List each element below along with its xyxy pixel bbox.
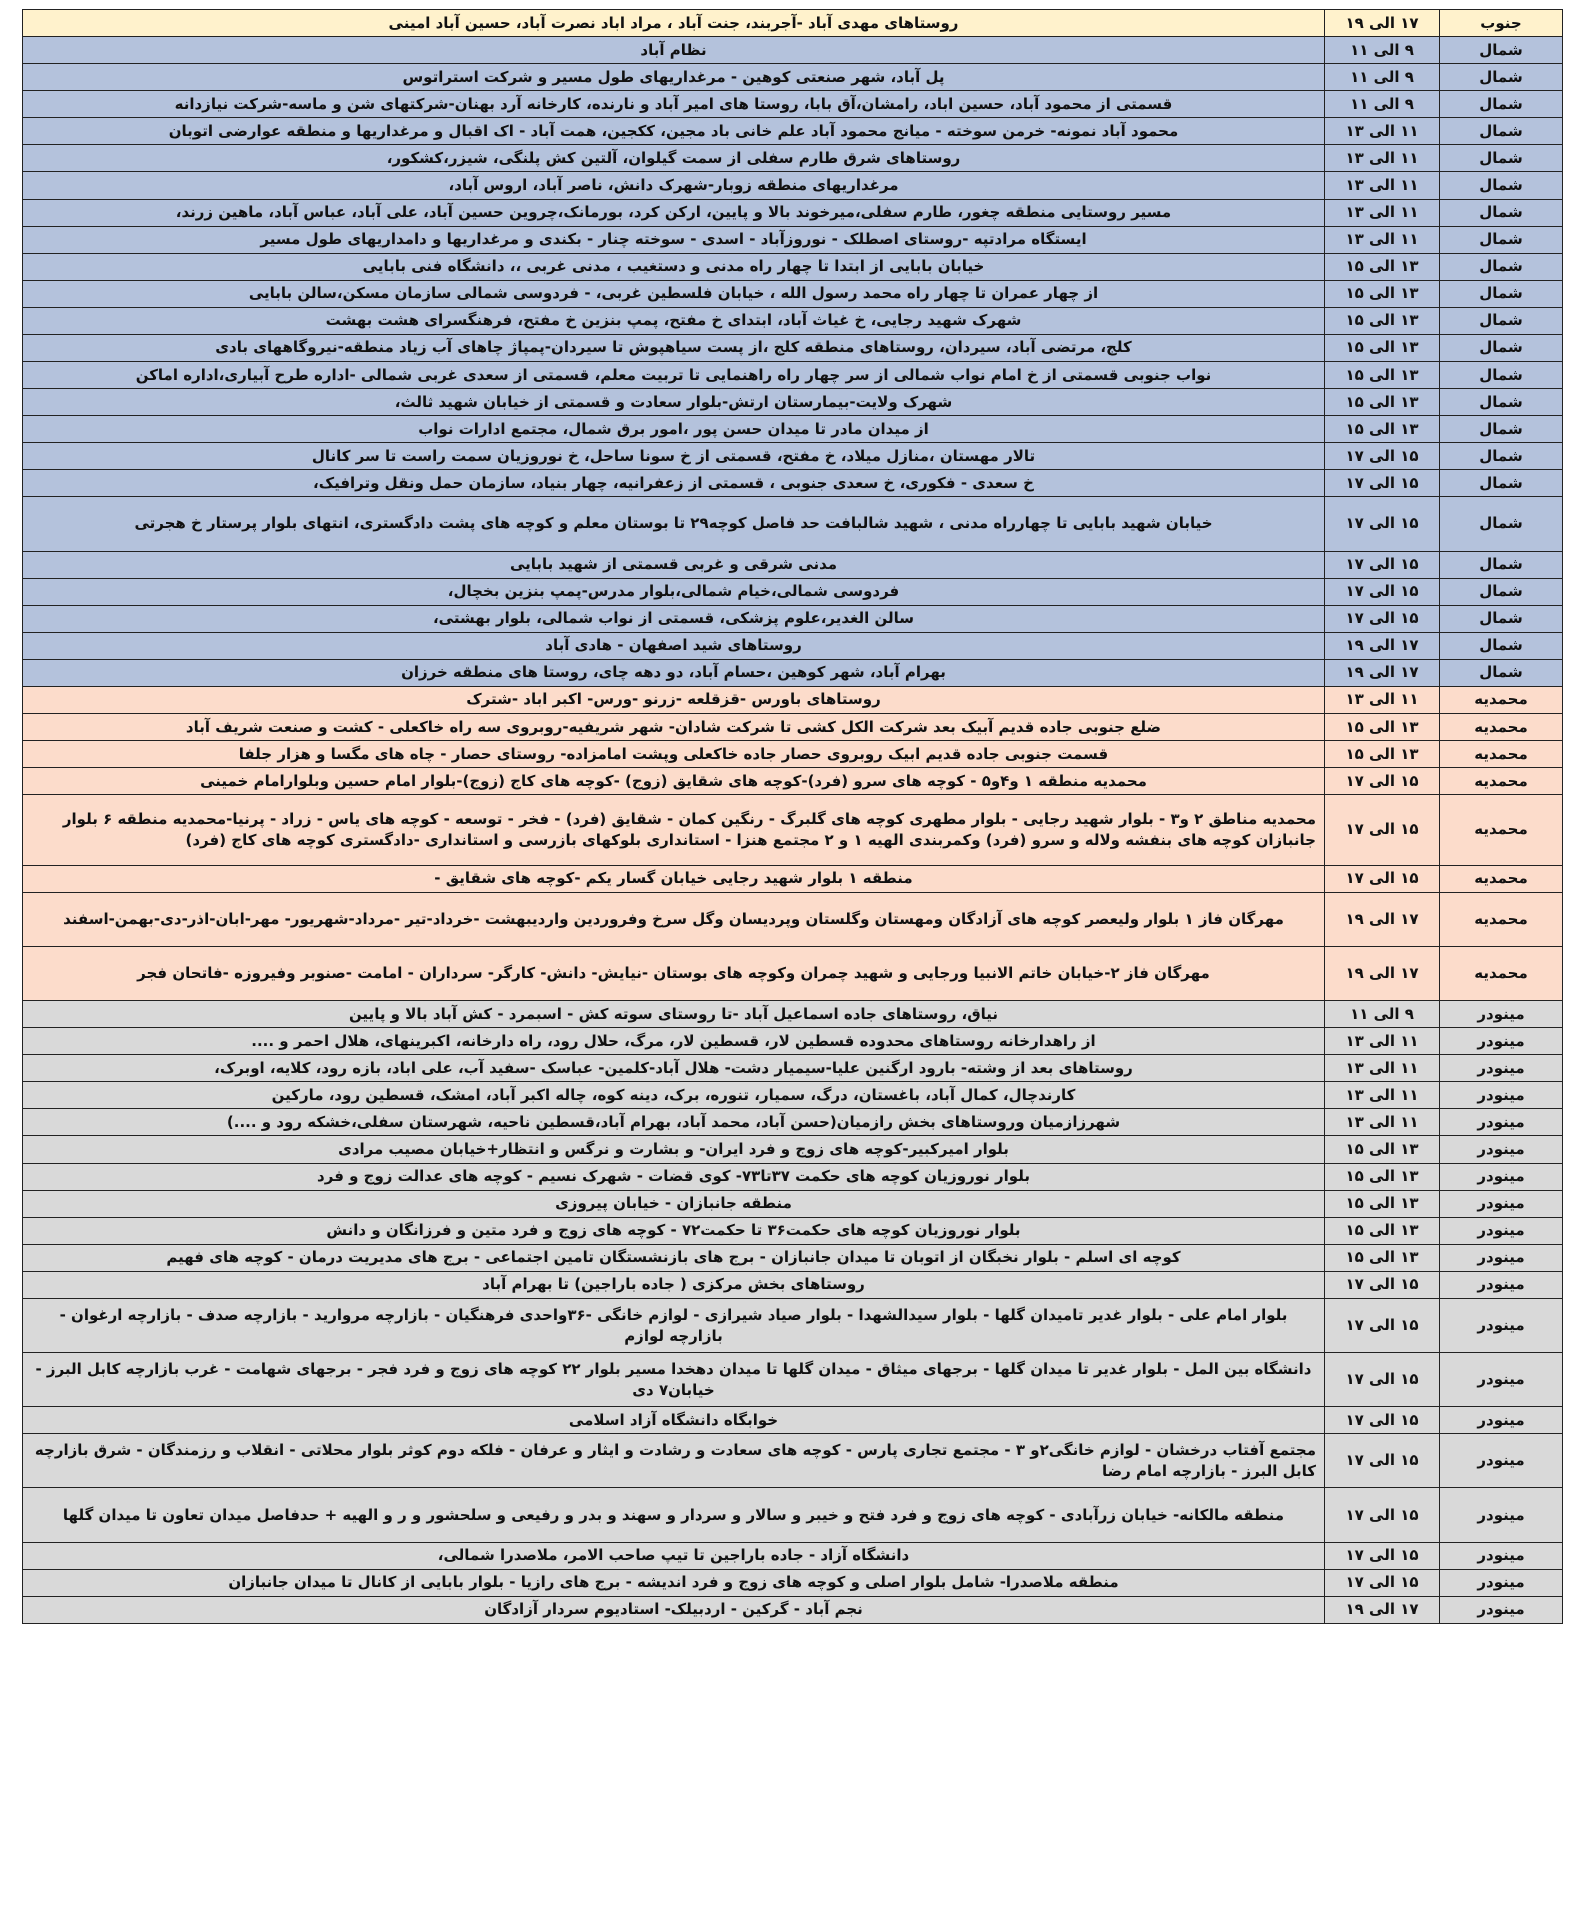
hours-cell: ۱۳ الی ۱۵ <box>1325 307 1440 334</box>
table-row <box>23 1028 1563 1055</box>
table-row <box>23 795 1563 865</box>
areas-cell: مدنی شرقی و غربی قسمتی از شهید بابایی <box>23 551 1325 578</box>
areas-cell: بهرام آباد، شهر کوهین ،حسام آباد، دو دهه چای، روستا های منطقه خرزان <box>23 659 1325 686</box>
areas-cell: مهرگان فاز ۲-خیابان خاتم الانبیا ورجایی و شهید چمران وکوچه های بوستان -نیایش- دانش- کارگر- سرداران - امامت -صنوبر وفیروزه -فاتحان فجر <box>23 946 1325 1000</box>
table-row <box>23 362 1563 389</box>
hours-cell: ۱۱ الی ۱۳ <box>1325 172 1440 199</box>
areas-cell: خیابان بابایی از ابتدا تا چهار راه مدنی و دستغیب ، مدنی غربی ،، دانشگاه فنی بابایی <box>23 253 1325 280</box>
hours-cell: ۱۳ الی ۱۵ <box>1325 1163 1440 1190</box>
zone-cell: مینودر <box>1440 1596 1563 1623</box>
zone-cell: شمال <box>1440 334 1563 361</box>
areas-cell: خوابگاه دانشگاه آزاد اسلامی <box>23 1407 1325 1434</box>
areas-cell: مسیر روستایی منطقه چغور، طارم سفلی،میرخوند بالا و پایین، ارکن کرد، بورمانک،چروین حسین آباد، علی آباد، عباس آباد، ماهین زرند، <box>23 199 1325 226</box>
table-row <box>23 578 1563 605</box>
areas-cell: خیابان شهید بابایی تا چهارراه مدنی ، شهید شالبافت حد فاصل کوچه۲۹ تا بوستان معلم و کوچه های پشت دادگستری، انتهای بلوار پرستار خ هجرتی <box>23 497 1325 551</box>
hours-cell: ۱۵ الی ۱۷ <box>1325 1407 1440 1434</box>
table-row <box>23 768 1563 795</box>
zone-cell: شمال <box>1440 497 1563 551</box>
areas-cell: مهرگان فاز ۱ بلوار ولیعصر کوچه های آزادگان ومهستان وگلستان وپردیسان وگل سرخ وفروردین واردیبهشت -خرداد-تیر -مرداد-شهریور- مهر-ابان-اذر-دی-بهمن-اسفند <box>23 892 1325 946</box>
areas-cell: دانشگاه بین المل - بلوار غدیر تا میدان گلها - برجهای میثاق - میدان گلها تا میدان دهخدا مسیر بلوار ۲۲ کوچه های زوج و فرد فجر - برجهای شهامت - غرب بازارچه کابل البرز - خیابان۷ دی <box>23 1353 1325 1407</box>
zone-cell: شمال <box>1440 118 1563 145</box>
table-row <box>23 632 1563 659</box>
zone-cell: مینودر <box>1440 1353 1563 1407</box>
table-row <box>23 416 1563 443</box>
table-row <box>23 1136 1563 1163</box>
table-row <box>23 1082 1563 1109</box>
zone-cell: شمال <box>1440 632 1563 659</box>
hours-cell: ۱۱ الی ۱۳ <box>1325 118 1440 145</box>
areas-cell: روستاهای شید اصفهان - هادی آباد <box>23 632 1325 659</box>
zone-cell: محمدیه <box>1440 741 1563 768</box>
table-row <box>23 1596 1563 1623</box>
areas-cell: کوچه ای اسلم - بلوار نخبگان از اتوبان تا میدان جانبازان - برج های بازنشستگان تامین اجتماعی - برج های مدیریت درمان - کوچه های فهیم <box>23 1244 1325 1271</box>
hours-cell: ۱۷ الی ۱۹ <box>1325 946 1440 1000</box>
table-row <box>23 1569 1563 1596</box>
hours-cell: ۱۵ الی ۱۷ <box>1325 497 1440 551</box>
table-row <box>23 1353 1563 1407</box>
hours-cell: ۹ الی ۱۱ <box>1325 64 1440 91</box>
zone-cell: شمال <box>1440 470 1563 497</box>
table-row <box>23 1298 1563 1352</box>
table-row <box>23 1488 1563 1542</box>
hours-cell: ۱۵ الی ۱۷ <box>1325 768 1440 795</box>
zone-cell: شمال <box>1440 307 1563 334</box>
table-row <box>23 10 1563 37</box>
outage-schedule-table <box>22 9 1563 1624</box>
zone-cell: مینودر <box>1440 1082 1563 1109</box>
table-row <box>23 226 1563 253</box>
hours-cell: ۱۵ الی ۱۷ <box>1325 1271 1440 1298</box>
areas-cell: منطقه جانبازان - خیابان پیروزی <box>23 1190 1325 1217</box>
hours-cell: ۱۳ الی ۱۵ <box>1325 1217 1440 1244</box>
zone-cell: مینودر <box>1440 1055 1563 1082</box>
areas-cell: کارندچال، کمال آباد، باغستان، درگ، سمیار، تنوره، برک، دینه کوه، چاله اکبر آباد، امشک، قسطین رود، مارکین <box>23 1082 1325 1109</box>
areas-cell: روستاهای بعد از وشته- بارود ارگنین علیا-سیمیار دشت- هلال آباد-کلمین- عباسک -سفید آب، علی اباد، بازه رود، کلایه، اوبرک، <box>23 1055 1325 1082</box>
table-row <box>23 334 1563 361</box>
hours-cell: ۱۵ الی ۱۷ <box>1325 1569 1440 1596</box>
zone-cell: مینودر <box>1440 1569 1563 1596</box>
hours-cell: ۱۵ الی ۱۷ <box>1325 1434 1440 1488</box>
zone-cell: شمال <box>1440 253 1563 280</box>
areas-cell: خ سعدی - فکوری، خ سعدی جنوبی ، قسمتی از زعفرانیه، چهار بنیاد، سازمان حمل ونقل وترافیک، <box>23 470 1325 497</box>
table-row <box>23 714 1563 741</box>
zone-cell: مینودر <box>1440 1109 1563 1136</box>
areas-cell: نیاق، روستاهای جاده اسماعیل آباد -تا روستای سوته کش - اسبمرد - کش آباد بالا و پایین <box>23 1001 1325 1028</box>
areas-cell: مرغداریهای منطقه زوبار-شهرک دانش، ناصر آباد، اروس آباد، <box>23 172 1325 199</box>
areas-cell: تالار مهستان ،منازل میلاد، خ مفتح، قسمتی از خ سونا ساحل، خ نوروزیان سمت راست تا سر کانال <box>23 443 1325 470</box>
table-row <box>23 1001 1563 1028</box>
areas-cell: فردوسی شمالی،خیام شمالی،بلوار مدرس-پمپ بنزین بخچال، <box>23 578 1325 605</box>
table-row <box>23 1271 1563 1298</box>
areas-cell: محمدیه منطقه ۱ و۴و۵ - کوچه های سرو (فرد)-کوچه های شقایق (زوج) -کوچه های کاج (زوج)-بلوار امام حسین وبلوارامام خمینی <box>23 768 1325 795</box>
table-row <box>23 172 1563 199</box>
hours-cell: ۱۷ الی ۱۹ <box>1325 632 1440 659</box>
table-row <box>23 1055 1563 1082</box>
zone-cell: مینودر <box>1440 1217 1563 1244</box>
table-row <box>23 1190 1563 1217</box>
areas-cell: قسمتی از محمود آباد، حسین اباد، رامشان،آق بابا، روستا های امیر آباد و نارنده، کارخانه آرد بهنان-شرکتهای شن و ماسه-شرکت نیازدانه <box>23 91 1325 118</box>
areas-cell: شهرزازمیان وروستاهای بخش رازمیان(حسن آباد، محمد آباد، بهرام آباد،قسطین ناحیه، شهرستان سفلی،خشکه رود و ....) <box>23 1109 1325 1136</box>
table-body <box>23 10 1563 1624</box>
areas-cell: روستاهای بخش مرکزی ( جاده باراجین) تا بهرام آباد <box>23 1271 1325 1298</box>
areas-cell: از راهدارخانه روستاهای محدوده قسطین لار، قسطین لار، مرگ، حلال رود، راه دارخانه، اکبرینهای، هلال احمر و .... <box>23 1028 1325 1055</box>
table-row <box>23 1434 1563 1488</box>
hours-cell: ۱۱ الی ۱۳ <box>1325 686 1440 713</box>
areas-cell: سالن الغدیر،علوم پزشکی، قسمتی از نواب شمالی، بلوار بهشتی، <box>23 605 1325 632</box>
zone-cell: شمال <box>1440 280 1563 307</box>
table-row <box>23 64 1563 91</box>
zone-cell: شمال <box>1440 226 1563 253</box>
hours-cell: ۱۵ الی ۱۷ <box>1325 795 1440 865</box>
table-row <box>23 145 1563 172</box>
table-row <box>23 280 1563 307</box>
zone-cell: مینودر <box>1440 1298 1563 1352</box>
areas-cell: از چهار عمران تا چهار راه محمد رسول الله ، خیابان فلسطین غربی، - فردوسی شمالی سازمان مسکن،سالن بابایی <box>23 280 1325 307</box>
zone-cell: مینودر <box>1440 1434 1563 1488</box>
zone-cell: جنوب <box>1440 10 1563 37</box>
hours-cell: ۱۱ الی ۱۳ <box>1325 1028 1440 1055</box>
areas-cell: پل آباد، شهر صنعتی کوهین - مرغداریهای طول مسیر و شرکت استراتوس <box>23 64 1325 91</box>
hours-cell: ۱۵ الی ۱۷ <box>1325 443 1440 470</box>
areas-cell: بلوار نوروزیان کوچه های حکمت۳۶ تا حکمت۷۲ - کوچه های زوج و فرد متین و فرزانگان و دانش <box>23 1217 1325 1244</box>
areas-cell: بلوار امیرکبیر-کوچه های زوج و فرد ایران- و بشارت و نرگس و انتظار+خیابان مصیب مرادی <box>23 1136 1325 1163</box>
hours-cell: ۱۳ الی ۱۵ <box>1325 416 1440 443</box>
hours-cell: ۱۳ الی ۱۵ <box>1325 253 1440 280</box>
zone-cell: شمال <box>1440 659 1563 686</box>
table-row <box>23 892 1563 946</box>
areas-cell: مجتمع آفتاب درخشان - لوازم خانگی۲و ۳ - مجتمع تجاری پارس - کوچه های سعادت و رشادت و ایثار و عرفان - فلکه دوم کوثر بلوار محلاتی - انقلاب و رزمندگان - شرق بازارچه کابل البرز - بازارچه امام رضا <box>23 1434 1325 1488</box>
zone-cell: شمال <box>1440 199 1563 226</box>
table-row <box>23 686 1563 713</box>
hours-cell: ۱۳ الی ۱۵ <box>1325 1190 1440 1217</box>
table-row <box>23 470 1563 497</box>
table-row <box>23 865 1563 892</box>
areas-cell: از میدان مادر تا میدان حسن پور ،امور برق شمال، مجتمع ادارات نواب <box>23 416 1325 443</box>
table-row <box>23 946 1563 1000</box>
hours-cell: ۱۵ الی ۱۷ <box>1325 578 1440 605</box>
hours-cell: ۱۵ الی ۱۷ <box>1325 1488 1440 1542</box>
zone-cell: مینودر <box>1440 1244 1563 1271</box>
zone-cell: مینودر <box>1440 1407 1563 1434</box>
zone-cell: شمال <box>1440 145 1563 172</box>
zone-cell: محمدیه <box>1440 714 1563 741</box>
hours-cell: ۱۵ الی ۱۷ <box>1325 605 1440 632</box>
hours-cell: ۱۵ الی ۱۷ <box>1325 865 1440 892</box>
table-row <box>23 1163 1563 1190</box>
hours-cell: ۱۳ الی ۱۵ <box>1325 280 1440 307</box>
hours-cell: ۹ الی ۱۱ <box>1325 1001 1440 1028</box>
hours-cell: ۱۳ الی ۱۵ <box>1325 714 1440 741</box>
zone-cell: شمال <box>1440 362 1563 389</box>
table-row <box>23 91 1563 118</box>
zone-cell: شمال <box>1440 37 1563 64</box>
hours-cell: ۱۱ الی ۱۳ <box>1325 1055 1440 1082</box>
zone-cell: شمال <box>1440 416 1563 443</box>
table-row <box>23 1407 1563 1434</box>
areas-cell: روستاهای شرق طارم سفلی از سمت گیلوان، آلتین کش پلنگی، شیزر،کشکور، <box>23 145 1325 172</box>
hours-cell: ۱۳ الی ۱۵ <box>1325 334 1440 361</box>
hours-cell: ۹ الی ۱۱ <box>1325 91 1440 118</box>
areas-cell: محمدیه مناطق ۲ و۳ - بلوار شهید رجایی - بلوار مطهری کوچه های گلبرگ - رنگین کمان - شقایق (فرد) - فخر - توسعه - کوچه های یاس - زراد - پرنیا-محمدیه منطقه ۶ بلوار جانبازان کوچه های بنفشه ولاله و سرو (فرد) وکمربندی الهیه ۱ و ۲ مجتمع هنزا - استانداری بلوکهای بازرسی و استانداری -دادگستری کوچه های کاج (فرد) <box>23 795 1325 865</box>
hours-cell: ۱۳ الی ۱۵ <box>1325 1136 1440 1163</box>
hours-cell: ۱۱ الی ۱۳ <box>1325 199 1440 226</box>
zone-cell: شمال <box>1440 443 1563 470</box>
hours-cell: ۱۳ الی ۱۵ <box>1325 741 1440 768</box>
hours-cell: ۱۷ الی ۱۹ <box>1325 892 1440 946</box>
table-row <box>23 551 1563 578</box>
table-row <box>23 118 1563 145</box>
areas-cell: بلوار نوروزیان کوچه های حکمت ۳۷تا۷۳- کوی قضات - شهرک نسیم - کوچه های عدالت زوج و فرد <box>23 1163 1325 1190</box>
zone-cell: محمدیه <box>1440 865 1563 892</box>
zone-cell: محمدیه <box>1440 892 1563 946</box>
zone-cell: مینودر <box>1440 1271 1563 1298</box>
hours-cell: ۱۱ الی ۱۳ <box>1325 145 1440 172</box>
table-row <box>23 389 1563 416</box>
areas-cell: نجم آباد - گرکین - اردبیلک- استادیوم سردار آزادگان <box>23 1596 1325 1623</box>
hours-cell: ۱۷ الی ۱۹ <box>1325 1596 1440 1623</box>
table-row <box>23 199 1563 226</box>
areas-cell: ایستگاه مرادتپه -روستای اصطلک - نوروزآباد - اسدی - سوخته چنار - بکندی و مرغداریها و دامداریهای طول مسیر <box>23 226 1325 253</box>
zone-cell: مینودر <box>1440 1488 1563 1542</box>
zone-cell: مینودر <box>1440 1136 1563 1163</box>
hours-cell: ۹ الی ۱۱ <box>1325 37 1440 64</box>
zone-cell: شمال <box>1440 172 1563 199</box>
table-row <box>23 1244 1563 1271</box>
hours-cell: ۱۵ الی ۱۷ <box>1325 1353 1440 1407</box>
hours-cell: ۱۳ الی ۱۵ <box>1325 362 1440 389</box>
hours-cell: ۱۵ الی ۱۷ <box>1325 1298 1440 1352</box>
hours-cell: ۱۵ الی ۱۷ <box>1325 1542 1440 1569</box>
table-row <box>23 605 1563 632</box>
hours-cell: ۱۱ الی ۱۳ <box>1325 226 1440 253</box>
zone-cell: شمال <box>1440 91 1563 118</box>
hours-cell: ۱۷ الی ۱۹ <box>1325 10 1440 37</box>
zone-cell: شمال <box>1440 64 1563 91</box>
zone-cell: مینودر <box>1440 1163 1563 1190</box>
areas-cell: محمود آباد نمونه- خرمن سوخته - میانج محمود آباد علم خانی باد مجین، ککجین، همت آباد - اک اقبال و مرغداریها و منطقه عوارضی اتوبان <box>23 118 1325 145</box>
areas-cell: قسمت جنوبی جاده قدیم ابیک روبروی حصار جاده خاکعلی وپشت امامزاده- روستای حصار - چاه های مگسا و هزار جلفا <box>23 741 1325 768</box>
hours-cell: ۱۳ الی ۱۵ <box>1325 389 1440 416</box>
zone-cell: محمدیه <box>1440 768 1563 795</box>
areas-cell: ضلع جنوبی جاده قدیم آبیک بعد شرکت الکل کشی تا شرکت شادان- شهر شریفیه-روبروی سه راه خاکعلی - کشت و صنعت شریف آباد <box>23 714 1325 741</box>
table-row <box>23 443 1563 470</box>
zone-cell: مینودر <box>1440 1028 1563 1055</box>
hours-cell: ۱۷ الی ۱۹ <box>1325 659 1440 686</box>
table-row <box>23 1109 1563 1136</box>
table-row <box>23 497 1563 551</box>
areas-cell: نظام آباد <box>23 37 1325 64</box>
areas-cell: شهرک شهید رجایی، خ غیاث آباد، ابتدای خ مفتح، پمپ بنزین خ مفتح، فرهنگسرای هشت بهشت <box>23 307 1325 334</box>
areas-cell: کلج، مرتضی آباد، سیردان، روستاهای منطقه کلج ،از پست سیاهپوش تا سیردان-پمپاژ چاهای آب زیاد منطقه-نیروگاههای بادی <box>23 334 1325 361</box>
zone-cell: مینودر <box>1440 1190 1563 1217</box>
zone-cell: مینودر <box>1440 1001 1563 1028</box>
zone-cell: شمال <box>1440 578 1563 605</box>
zone-cell: محمدیه <box>1440 946 1563 1000</box>
zone-cell: محمدیه <box>1440 795 1563 865</box>
hours-cell: ۱۳ الی ۱۵ <box>1325 1244 1440 1271</box>
zone-cell: شمال <box>1440 551 1563 578</box>
hours-cell: ۱۵ الی ۱۷ <box>1325 551 1440 578</box>
areas-cell: بلوار امام علی - بلوار غدیر تامیدان گلها - بلوار سیدالشهدا - بلوار صیاد شیرازی - لوازم خانگی -۳۶واحدی فرهنگیان - بازارچه مروارید - بازارچه صدف - بازارچه ارغوان - بازارچه لوازم <box>23 1298 1325 1352</box>
table-row <box>23 37 1563 64</box>
areas-cell: منطقه ملاصدرا- شامل بلوار اصلی و کوچه های زوج و فرد اندیشه - برج های رازیا - بلوار بابایی از کانال تا میدان جانبازان <box>23 1569 1325 1596</box>
areas-cell: منطقه ۱ بلوار شهید رجایی خیابان گسار یکم -کوچه های شقایق - <box>23 865 1325 892</box>
zone-cell: محمدیه <box>1440 686 1563 713</box>
table-row <box>23 741 1563 768</box>
hours-cell: ۱۵ الی ۱۷ <box>1325 470 1440 497</box>
table-row <box>23 1217 1563 1244</box>
zone-cell: شمال <box>1440 605 1563 632</box>
areas-cell: روستاهای باورس -قزقلعه -زرنو -ورس- اکبر اباد -شترک <box>23 686 1325 713</box>
areas-cell: دانشگاه آزاد - جاده باراجین تا تیپ صاحب الامر، ملاصدرا شمالی، <box>23 1542 1325 1569</box>
areas-cell: روستاهای مهدی آباد -آجربند، جنت آباد ، مراد اباد نصرت آباد، حسین آباد امینی <box>23 10 1325 37</box>
areas-cell: نواب جنوبی قسمتی از خ امام نواب شمالی از سر چهار راه راهنمایی تا تربیت معلم، قسمتی از سعدی غربی شمالی -اداره طرح آبیاری،اداره اماکن <box>23 362 1325 389</box>
table-row <box>23 253 1563 280</box>
hours-cell: ۱۱ الی ۱۳ <box>1325 1082 1440 1109</box>
table-row <box>23 659 1563 686</box>
areas-cell: منطقه مالکانه- خیابان زرآبادی - کوچه های زوج و فرد فتح و خیبر و سالار و سردار و سهند و بدر و رفیعی و سلحشور و ر و الهیه + حدفاصل میدان تعاون تا میدان گلها <box>23 1488 1325 1542</box>
hours-cell: ۱۱ الی ۱۳ <box>1325 1109 1440 1136</box>
table-row <box>23 307 1563 334</box>
table-row <box>23 1542 1563 1569</box>
zone-cell: شمال <box>1440 389 1563 416</box>
zone-cell: مینودر <box>1440 1542 1563 1569</box>
areas-cell: شهرک ولایت-بیمارستان ارتش-بلوار سعادت و قسمتی از خیابان شهید ثالث، <box>23 389 1325 416</box>
